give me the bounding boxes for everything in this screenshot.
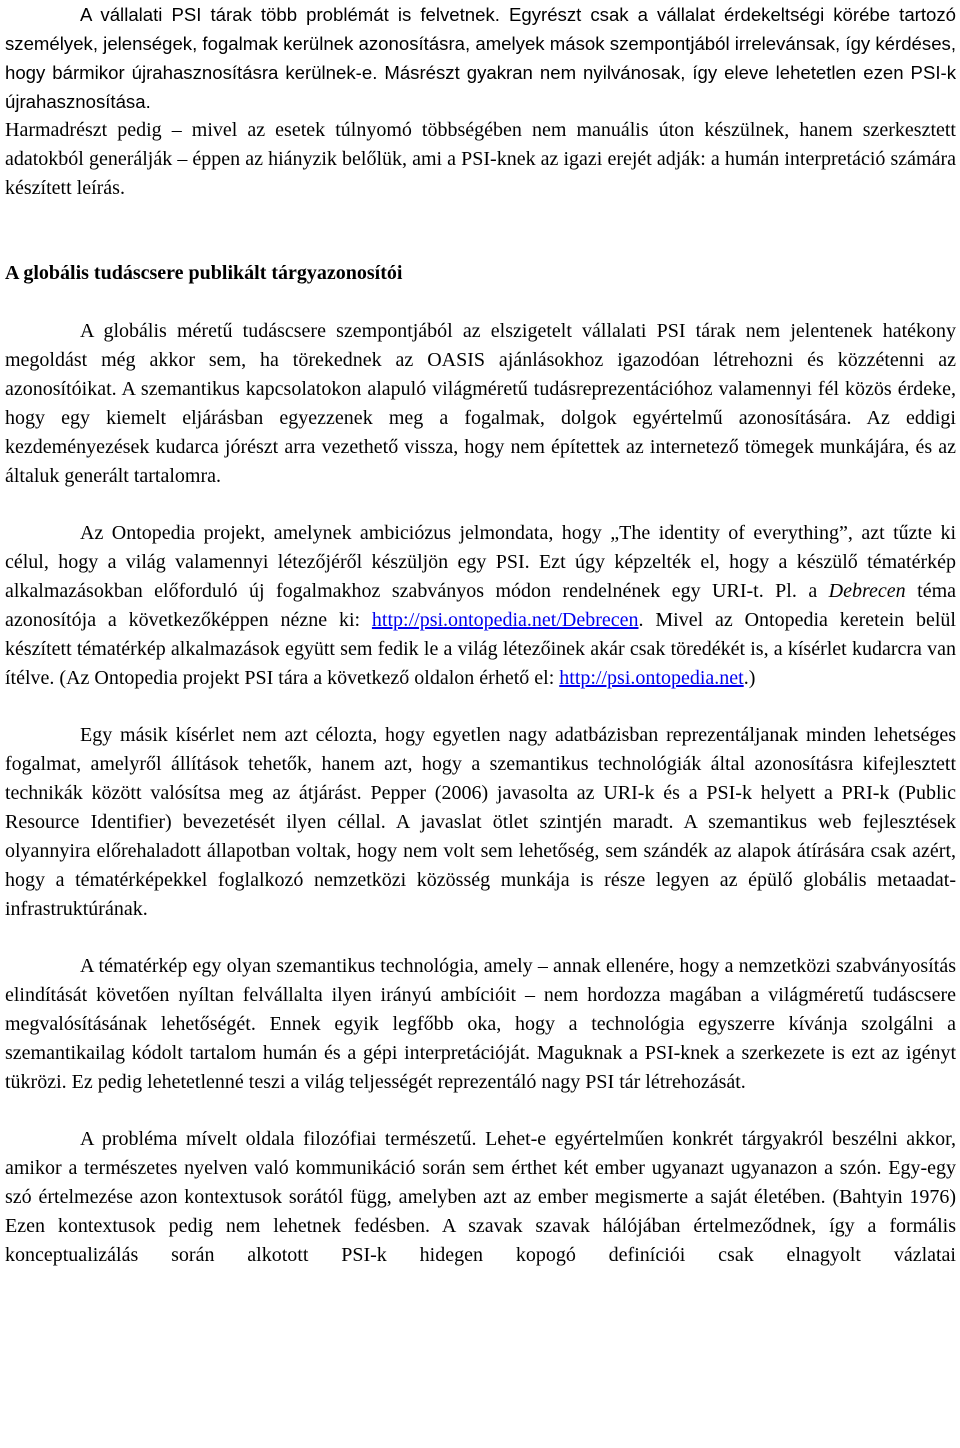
spacer: [5, 203, 956, 259]
link-ontopedia-psi[interactable]: http://psi.ontopedia.net: [559, 667, 744, 689]
section-heading: A globális tudáscsere publikált tárgyazonosítói: [5, 262, 403, 284]
emphasis-debrecen: Debrecen: [828, 580, 906, 602]
text-span: . Mivel az Ontopedia keretein belül készített tématérkép alkalmazások együtt sem fedik le a világ létezőinek akár csak töredékét is, a kísérlet kudarcra van ítélve. (Az Ontopedia projekt PSI tára a következő oldalon érhető el:: [5, 609, 956, 689]
paragraph-global-exchange: A globális méretű tudáscsere szempontjából az elszigetelt vállalati PSI tárak nem jelentenek hatékony megoldást még akkor sem, ha törekednek az OASIS ajánlásokhoz igazodóan létrehozni és közzétenni az azonosítóikat. A szemantikus kapcsolatokon alapuló világméretű tudásreprezentációhoz valamennyi fél közös érdeke, hogy egy kiemelt eljárásban egyezzenek meg a fogalmak, dolgok egyértelmű azonosítására. Az eddigi kezdeményezések kudarca jórészt arra vezethető vissza, hogy nem építettek az internetező tömegek munkájára, és az általuk generált tartalomra.: [5, 320, 956, 487]
paragraph-pri-proposal: Egy másik kísérlet nem azt célozta, hogy egyetlen nagy adatbázisban reprezentáljanak minden lehetséges fogalmat, amelyről állítások tehetők, hanem azt, hogy a szemantikus technológiák által azonosításra kifejlesztett technikák között valósítsa meg az átjárást. Pepper (2006) javasolta az URI-k és a PSI-k helyett a PRI-k (Public Resource Identifier) bevezetését ilyen céllal. A javaslat ötlet szintjén maradt. A szemantikus web fejlesztések olyannyira előrehaladott állapotban voltak, hogy nem volt sem lehetőség, sem szándék az alapok átírására csak azért, hogy a tématérképekkel foglalkozó nemzetközi közösség munkája is része legyen az épülő globális metaadat-infrastruktúrának.: [5, 724, 956, 920]
spacer: [5, 924, 956, 952]
spacer: [5, 491, 956, 519]
text-span: .): [743, 667, 756, 689]
spacer: [5, 1097, 956, 1125]
document-page: [5, 0, 956, 1270]
paragraph-philosophical-problem: A probléma mívelt oldala filozófiai természetű. Lehet-e egyértelműen konkrét tárgyakról beszélni akkor, amikor a természetes nyelven való kommunikáció során sem érthet két ember ugyanazt ugyanazon a szón. Egy-egy szó értelmezése azon kontextusok sorától függ, amelyben azt az ember megismerte a saját életében. (Bahtyin 1976) Ezen kontextusok pedig nem lehetnek fedésben. A szavak szavak hálójában értelmeződnek, így a formális konceptualizálás során alkotott PSI-k hidegen kopogó definíciói csak elnagyolt vázlatai: [5, 1128, 956, 1266]
link-debrecen-psi[interactable]: http://psi.ontopedia.net/Debrecen: [371, 609, 639, 631]
paragraph-topic-map-limits: A tématérkép egy olyan szemantikus technológia, amely – annak ellenére, hogy a nemzetközi szabványosítás elindítását követően nyíltan felvállalta ilyen irányú ambícióit – nem hordozza magában a világméretű tudáscsere megvalósításának lehetőségét. Ennek egyik legfőbb oka, hogy a technológia egyszerre kívánja szolgálni a szemantikailag kódolt tartalom humán és a gépi interpretációját. Maguknak a PSI-knek a szerkezete is ezt az igényt tükrözi. Ez pedig lehetetlenné teszi a világ teljességét reprezentáló nagy PSI tár létrehozását.: [5, 955, 956, 1093]
spacer: [5, 693, 956, 721]
spacer: [5, 288, 956, 317]
text-span: téma azonosítója a következőképpen nézne ki:: [5, 580, 957, 631]
intro-paragraph-sans: A vállalati PSI tárak több problémát is felvetnek. Egyrészt csak a vállalat érdekeltségi körébe tartozó személyek, jelenségek, fogalmak kerülnek azonosításra, amelyek mások szempontjából irrelevánsak, így kérdéses, hogy bármikor újrahasznosításra kerülnek-e. Másrészt gyakran nem nyilvánosak, így eleve lehetetlen ezen PSI-k újrahasznosítása.: [5, 4, 956, 112]
paragraph-ontopedia: [5, 519, 956, 693]
text-span: Az Ontopedia projekt, amelynek ambiciózus jelmondata, hogy „The identity of everything”, azt tűzte ki célul, hogy a világ valamennyi létezőjéről készüljön egy PSI. Ezt úgy képzelték el, hogy a készülő tématérkép alkalmazásokban előforduló új fogalmakhoz szabványos módon rendelnének egy URI-t. Pl. a: [5, 522, 956, 602]
intro-paragraph-continuation: Harmadrészt pedig – mivel az esetek túlnyomó többségében nem manuális úton készülnek, hanem szerkesztett adatokból generálják – éppen az hiányzik belőlük, ami a PSI-knek az igazi erejét adják: a humán interpretáció számára készített leírás.: [5, 119, 956, 199]
